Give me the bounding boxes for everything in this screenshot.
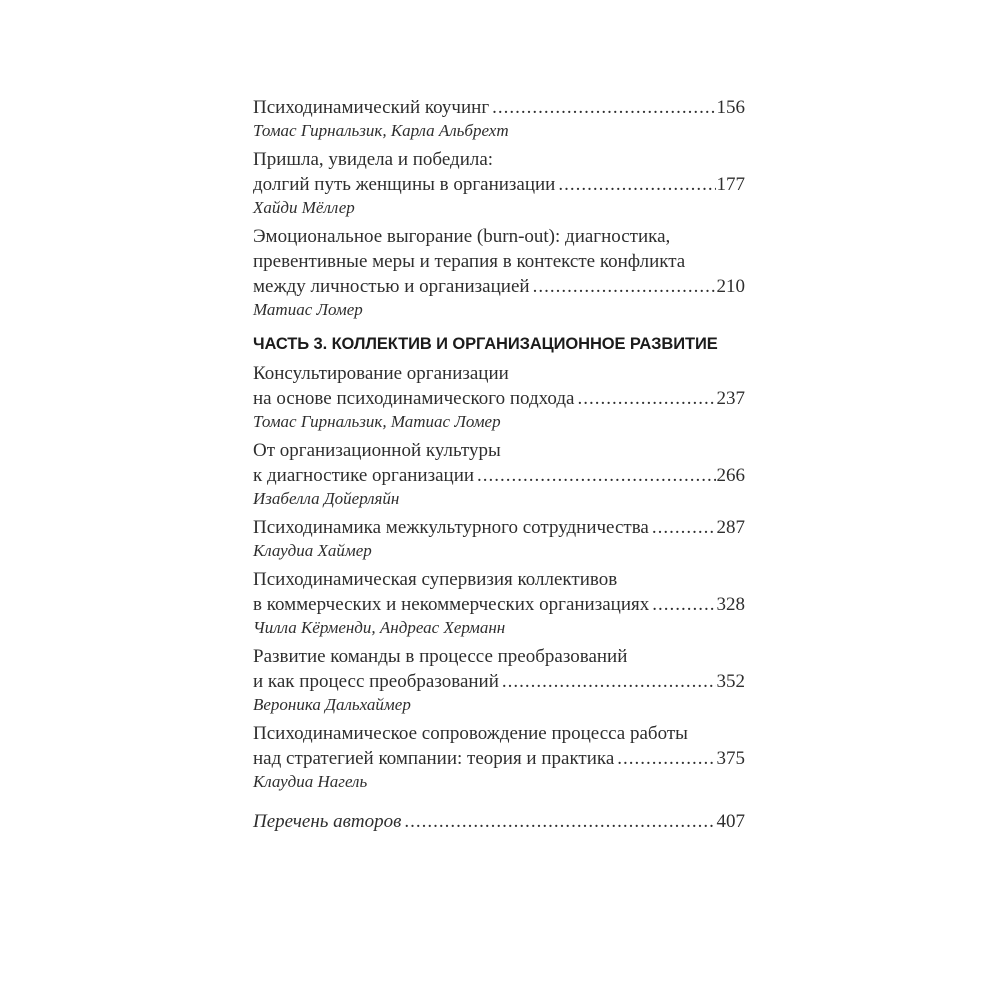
toc-entry — [253, 721, 745, 793]
dot-leader — [652, 515, 716, 540]
toc-page-number: 210 — [716, 276, 745, 297]
toc-title-text: Эмоциональное выгорание (burn-out): диагностика, — [253, 226, 671, 247]
toc-title-text: Психодинамика межкультурного сотрудничества — [253, 517, 649, 538]
toc-title-line — [253, 515, 745, 540]
toc-page-number: 266 — [716, 465, 745, 486]
toc-title-text: к диагностике организации — [253, 465, 475, 486]
toc-author: Хайди Мёллер — [253, 198, 355, 217]
toc-author: Изабелла Дойерляйн — [253, 489, 400, 508]
toc-title-line — [253, 438, 745, 463]
toc-title-text: Развитие команды в процессе преобразований — [253, 646, 628, 667]
toc-title-line — [253, 809, 745, 834]
toc-title-line — [253, 463, 745, 488]
toc-title-text: Психодинамическое сопровождение процесса работы — [253, 723, 688, 744]
toc-content — [253, 95, 745, 839]
section-heading: ЧАСТЬ 3. КОЛЛЕКТИВ И ОРГАНИЗАЦИОННОЕ РАЗВИТИЕ — [253, 335, 718, 353]
toc-title-line — [253, 95, 745, 120]
toc-entry — [253, 147, 745, 219]
toc-author: Томас Гирнальзик, Матиас Ломер — [253, 412, 501, 431]
toc-author: Вероника Дальхаймер — [253, 695, 411, 714]
dot-leader — [502, 669, 716, 694]
authors-index-title: Перечень авторов — [253, 811, 402, 832]
toc-title-text: в коммерческих и некоммерческих организациях — [253, 594, 650, 615]
toc-title-text: Консультирование организации — [253, 363, 509, 384]
toc-page-number: 287 — [716, 517, 745, 538]
toc-author: Клаудиа Нагель — [253, 772, 368, 791]
toc-title-line — [253, 147, 745, 172]
dot-leader — [577, 386, 715, 411]
toc-entry — [253, 361, 745, 433]
dot-leader — [477, 463, 715, 488]
toc-author: Томас Гирнальзик, Карла Альбрехт — [253, 121, 509, 140]
toc-page-number: 352 — [716, 671, 745, 692]
toc-title-line — [253, 567, 745, 592]
dot-leader — [617, 746, 715, 771]
dot-leader — [558, 172, 715, 197]
toc-author: Клаудиа Хаймер — [253, 541, 372, 560]
toc-title-line — [253, 249, 745, 274]
toc-title-line — [253, 669, 745, 694]
toc-entry — [253, 95, 745, 142]
toc-title-text: на основе психодинамического подхода — [253, 388, 575, 409]
toc-entry — [253, 567, 745, 639]
toc-title-line — [253, 274, 745, 299]
dot-leader — [652, 592, 715, 617]
toc-page-number: 328 — [716, 594, 745, 615]
toc-title-line — [253, 386, 745, 411]
toc-title-line — [253, 224, 745, 249]
toc-page-number: 407 — [716, 811, 745, 832]
dot-leader — [533, 274, 716, 299]
toc-title-line — [253, 172, 745, 197]
toc-page-number: 237 — [716, 388, 745, 409]
toc-page-number: 177 — [716, 174, 745, 195]
toc-title-line — [253, 361, 745, 386]
toc-title-text: Пришла, увидела и победила: — [253, 149, 494, 170]
toc-title-text: Психодинамический коучинг — [253, 97, 490, 118]
toc-title-line — [253, 721, 745, 746]
toc-entry — [253, 224, 745, 321]
authors-index-entry — [253, 809, 745, 834]
toc-title-text: между личностью и организацией — [253, 276, 530, 297]
toc-title-text: и как процесс преобразований — [253, 671, 499, 692]
toc-title-line — [253, 644, 745, 669]
toc-title-text: От организационной культуры — [253, 440, 501, 461]
toc-entry — [253, 644, 745, 716]
toc-page-number: 156 — [716, 97, 745, 118]
toc-title-line — [253, 746, 745, 771]
toc-title-text: долгий путь женщины в организации — [253, 174, 556, 195]
toc-page-number: 375 — [716, 748, 745, 769]
toc-title-text: над стратегией компании: теория и практика — [253, 748, 615, 769]
dot-leader — [404, 809, 715, 834]
toc-author: Чилла Кёрменди, Андреас Херманн — [253, 618, 506, 637]
toc-title-line — [253, 592, 745, 617]
dot-leader — [492, 95, 715, 120]
toc-title-text: Психодинамическая супервизия коллективов — [253, 569, 618, 590]
toc-title-text: превентивные меры и терапия в контексте конфликта — [253, 251, 686, 272]
toc-author: Матиас Ломер — [253, 300, 363, 319]
toc-entry — [253, 438, 745, 510]
toc-entry — [253, 515, 745, 562]
